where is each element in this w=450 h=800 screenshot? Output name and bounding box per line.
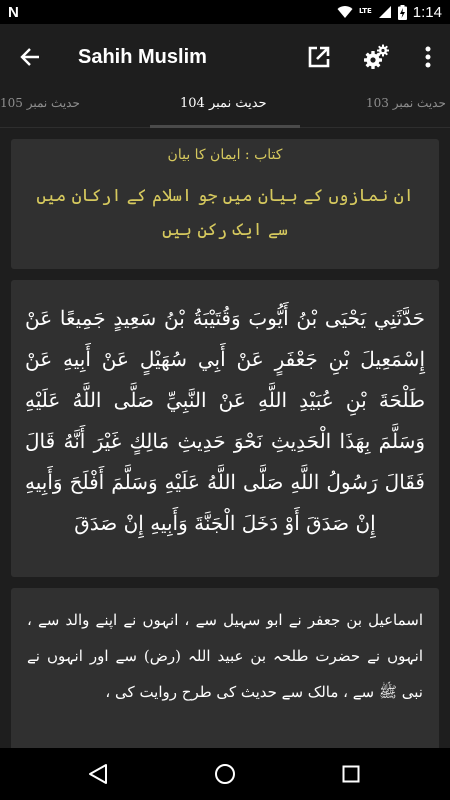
wifi-icon: [337, 5, 353, 19]
network-type-label: LTE: [358, 6, 372, 15]
tab-indicator: [150, 125, 300, 128]
chapter-title: ان نمازوں کے بیان میں جو اسلام کے ارکان میں سے ایک رکن ہیں: [36, 186, 414, 240]
app-bar: [0, 24, 450, 90]
arabic-card: [11, 280, 439, 577]
overflow-menu-icon: [425, 46, 431, 68]
urdu-card: [11, 588, 439, 748]
nav-recents-button[interactable]: [321, 748, 381, 800]
status-bar: [0, 0, 450, 24]
overflow-menu-button[interactable]: [406, 24, 450, 90]
tab-hadith-103[interactable]: حدیث نمبر 103: [366, 96, 446, 110]
status-time: 1:14: [412, 3, 442, 21]
system-nav-bar: [0, 748, 450, 800]
hadith-content[interactable]: [0, 129, 450, 748]
nav-back-icon: [88, 763, 108, 785]
chapter-card: [11, 139, 439, 269]
urdu-translation-text: اسماعیل بن جعفر نے ابو سہیل سے ، انہوں نے اپنے والد سے ، انہوں نے حضرت طلحہ بن عبید اللہ (رض) سے اور انہوں نے نبی ﷺ سے ، مالک سے حدیث کی طرح روایت کی ،: [27, 611, 423, 701]
n-notification-icon: N: [8, 3, 19, 21]
tab-hadith-104[interactable]: حدیث نمبر 104: [180, 96, 267, 111]
hadith-tab-strip: [0, 90, 450, 128]
battery-charging-icon: [398, 5, 407, 20]
tab-hadith-105[interactable]: حدیث نمبر 105: [0, 96, 80, 110]
nav-home-icon: [214, 763, 236, 785]
nav-home-button[interactable]: [195, 748, 255, 800]
share-external-icon: [307, 45, 331, 69]
nav-back-button[interactable]: [68, 748, 128, 800]
back-button[interactable]: [0, 24, 60, 90]
book-label: کتاب : ایمان کا بیان: [167, 147, 283, 163]
cell-signal-icon: [378, 5, 392, 19]
back-arrow-icon: [20, 47, 40, 67]
nav-recents-icon: [342, 765, 360, 783]
app-title: Sahih Muslim: [78, 45, 207, 68]
share-button[interactable]: [290, 24, 348, 90]
status-icons: [337, 4, 442, 21]
settings-gears-icon: [363, 43, 391, 71]
settings-button[interactable]: [348, 24, 406, 90]
arabic-hadith-text: حَدَّثَنِي يَحْيَى بْنُ أَيُّوبَ وَقُتَيْبَةُ بْنُ سَعِيدٍ جَمِيعًا عَنْ إِسْمَعِيلَ بْنِ جَعْفَرٍ عَنْ أَبِي سُهَيْلٍ عَنْ أَبِيهِ عَنْ طَلْحَةَ بْنِ عُبَيْدِ اللَّهِ عَنْ النَّبِيِّ صَلَّى اللَّهُ عَلَيْهِ وَسَلَّمَ بِهَذَا الْحَدِيثِ نَحْوَ حَدِيثِ مَالِكٍ غَيْرَ أَنَّهُ قَالَ فَقَالَ رَسُولُ اللَّهِ صَلَّى اللَّهُ عَلَيْهِ وَسَلَّمَ أَفْلَحَ وَأَبِيهِ إِنْ صَدَقَ أَوْ دَخَلَ الْجَنَّةَ وَأَبِيهِ إِنْ صَدَقَ: [25, 306, 425, 535]
